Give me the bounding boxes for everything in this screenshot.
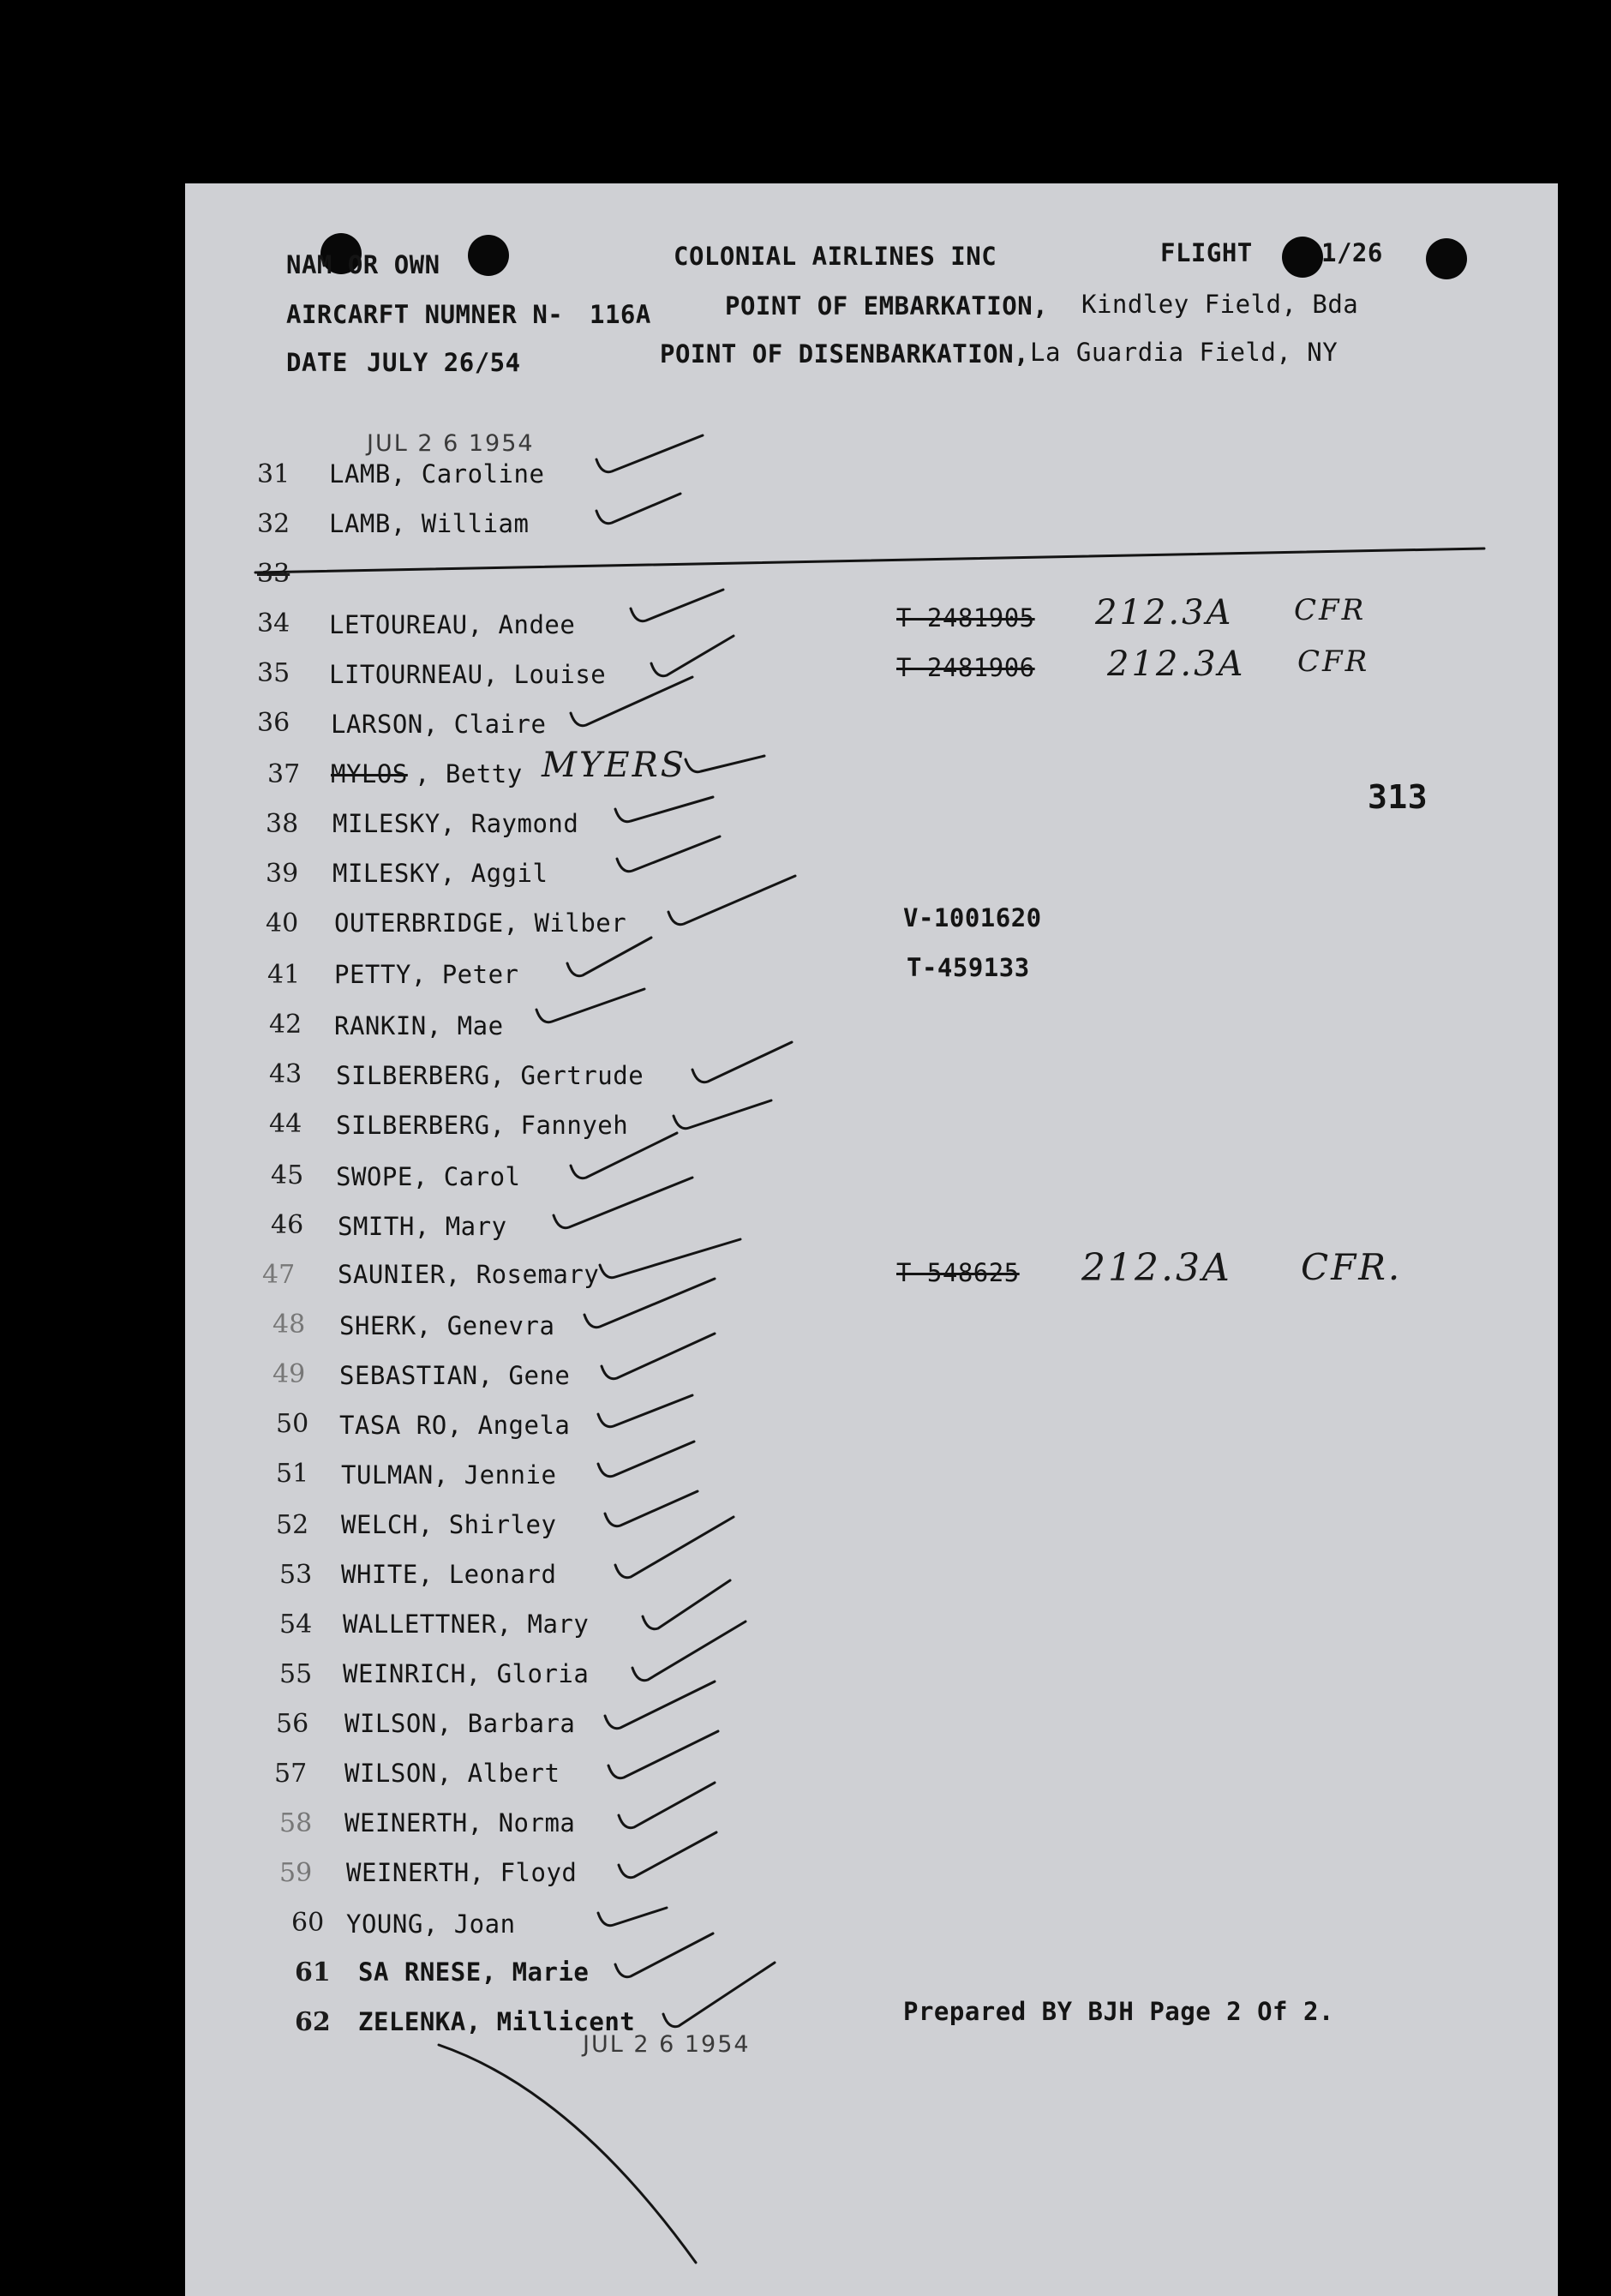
check-mark [651, 636, 734, 676]
date-stamp-top: JUL 2 6 1954 [367, 430, 535, 457]
prepared-by-footer: Prepared BY BJH Page 2 Of 2. [903, 1997, 1334, 2026]
passenger-name: LITOURNEAU, Louise [329, 660, 607, 689]
row-number: 33 [257, 559, 290, 589]
passenger-name: SILBERBERG, Gertrude [336, 1061, 644, 1090]
document-number: T-2481906 [896, 653, 1035, 682]
passenger-name: WEINRICH, Gloria [343, 1659, 590, 1688]
check-mark [605, 1682, 715, 1729]
row-number: 35 [257, 658, 290, 688]
check-mark [571, 677, 692, 726]
row-number: 52 [276, 1510, 309, 1540]
passenger-name: LARSON, Claire [331, 710, 547, 739]
check-mark [596, 435, 703, 472]
aircraft-label: AIRCARFT NUMNER N- [286, 300, 564, 329]
note-code: 212.3A [1107, 644, 1246, 684]
row-number: 40 [266, 908, 299, 938]
check-mark [686, 756, 764, 772]
document-number: T-548625 [896, 1258, 1020, 1287]
row-number: 36 [257, 708, 290, 738]
row-number: 61 [295, 1957, 331, 1987]
check-mark [605, 1491, 698, 1526]
flight-value: 1/26 [1321, 238, 1383, 267]
passenger-name: TASA RO, Angela [339, 1411, 571, 1440]
check-mark [668, 876, 795, 925]
row-number: 54 [279, 1610, 313, 1640]
embark-label: POINT OF EMBARKATION, [725, 291, 1049, 321]
check-mark [571, 1133, 677, 1178]
passenger-surname-struck: MYLOS [331, 759, 408, 788]
row-number: 39 [266, 859, 299, 889]
passenger-name: SILBERBERG, Fannyeh [336, 1111, 629, 1140]
check-mark [663, 1963, 775, 2027]
row-number: 44 [269, 1109, 302, 1139]
passenger-name: WALLETTNER, Mary [343, 1610, 590, 1639]
check-mark [598, 1395, 692, 1427]
document-number: T-2481905 [896, 603, 1035, 632]
document-number: V-1001620 [903, 903, 1042, 932]
row-number: 51 [276, 1459, 309, 1489]
passenger-name: WHITE, Leonard [341, 1560, 557, 1589]
row-number: 43 [269, 1059, 302, 1089]
row-number: 58 [279, 1808, 313, 1838]
note-cfr: CFR [1294, 593, 1367, 627]
passenger-name: SMITH, Mary [338, 1212, 507, 1241]
passenger-name: SAUNIER, Rosemary [338, 1260, 600, 1289]
row-number: 55 [279, 1659, 313, 1689]
check-mark [600, 1239, 740, 1278]
passenger-name: , Betty [415, 759, 523, 788]
row-number: 38 [266, 809, 299, 839]
passenger-name: TULMAN, Jennie [341, 1460, 557, 1490]
flight-label: FLIGHT [1160, 238, 1253, 267]
margin-number: 313 [1368, 778, 1428, 816]
passenger-name: PETTY, Peter [334, 960, 519, 989]
passenger-name: LAMB, Caroline [329, 459, 545, 489]
check-mark [536, 989, 644, 1022]
passenger-name: SWOPE, Carol [336, 1162, 521, 1191]
check-mark [631, 590, 723, 621]
row-number: 62 [295, 2007, 331, 2037]
disembark-label: POINT OF DISENBARKATION, [660, 339, 1030, 369]
handwritten-correction: MYERS [542, 746, 687, 785]
check-mark [643, 1580, 730, 1629]
check-mark [619, 1832, 716, 1878]
passenger-name: MILESKY, Aggil [332, 859, 548, 888]
check-mark [615, 1933, 713, 1977]
check-mark [692, 1042, 792, 1082]
row-number: 42 [269, 1010, 302, 1040]
check-mark [554, 1178, 692, 1228]
passenger-name: WILSON, Barbara [344, 1709, 576, 1738]
passenger-name: WELCH, Shirley [341, 1510, 557, 1539]
row-number: 47 [262, 1260, 296, 1290]
row-number: 41 [267, 960, 301, 990]
note-cfr: CFR [1297, 644, 1370, 679]
check-mark [674, 1100, 771, 1129]
passenger-name: RANKIN, Mae [334, 1011, 504, 1040]
row-number: 56 [276, 1709, 309, 1739]
row-number: 45 [271, 1160, 304, 1190]
check-mark [598, 1442, 694, 1477]
check-mark [602, 1334, 715, 1379]
check-mark [567, 938, 651, 976]
check-mark [619, 1783, 715, 1828]
passenger-name: WEINERTH, Norma [344, 1808, 576, 1837]
note-code: 212.3A [1095, 593, 1234, 632]
signature-stroke [439, 2045, 696, 2263]
note-cfr: CFR. [1301, 1246, 1403, 1288]
passenger-name: SHERK, Genevra [339, 1311, 555, 1340]
embark-value: Kindley Field, Bda [1081, 290, 1359, 319]
check-mark [596, 494, 680, 524]
company-name: COLONIAL AIRLINES INC [674, 242, 997, 271]
passenger-name: WEINERTH, Floyd [346, 1858, 578, 1887]
check-mark [632, 1622, 746, 1681]
row-number: 59 [279, 1858, 313, 1888]
row-number: 60 [291, 1908, 325, 1938]
row-33-strike-line [255, 549, 1484, 573]
row-number: 32 [257, 509, 290, 539]
row-number: 46 [271, 1210, 304, 1240]
row-number: 50 [276, 1409, 309, 1439]
passenger-name: ZELENKA, Millicent [358, 2007, 636, 2036]
passenger-name: MILESKY, Raymond [332, 809, 579, 838]
row-number: 31 [257, 459, 290, 489]
passenger-name: OUTERBRIDGE, Wilber [334, 908, 627, 938]
passenger-name: LAMB, William [329, 509, 530, 538]
aircraft-number: 116A [590, 300, 651, 329]
row-number: 53 [279, 1560, 313, 1590]
date-label: DATE [286, 348, 348, 377]
check-mark [615, 1517, 734, 1578]
date-stamp-bottom: JUL 2 6 1954 [583, 2031, 751, 2058]
check-mark [617, 836, 720, 872]
note-code: 212.3A [1081, 1246, 1232, 1290]
row-number: 37 [267, 759, 301, 789]
passenger-name: YOUNG, Joan [346, 1909, 516, 1939]
row-number: 49 [272, 1359, 306, 1389]
row-number: 57 [274, 1759, 308, 1789]
name-label: NAM OR OWN [286, 250, 440, 279]
disembark-value: La Guardia Field, NY [1030, 338, 1339, 367]
row-number: 34 [257, 608, 290, 638]
document-number: T-459133 [907, 953, 1030, 982]
check-mark [598, 1908, 667, 1926]
check-mark [615, 797, 713, 822]
date-value: JULY 26/54 [367, 348, 521, 377]
passenger-name: SA RNESE, Marie [358, 1957, 590, 1987]
check-mark [584, 1279, 715, 1328]
passenger-name: SEBASTIAN, Gene [339, 1361, 571, 1390]
row-number: 48 [272, 1310, 306, 1340]
passenger-name: WILSON, Albert [344, 1759, 560, 1788]
passenger-name: LETOUREAU, Andee [329, 610, 576, 639]
check-mark [608, 1731, 718, 1778]
